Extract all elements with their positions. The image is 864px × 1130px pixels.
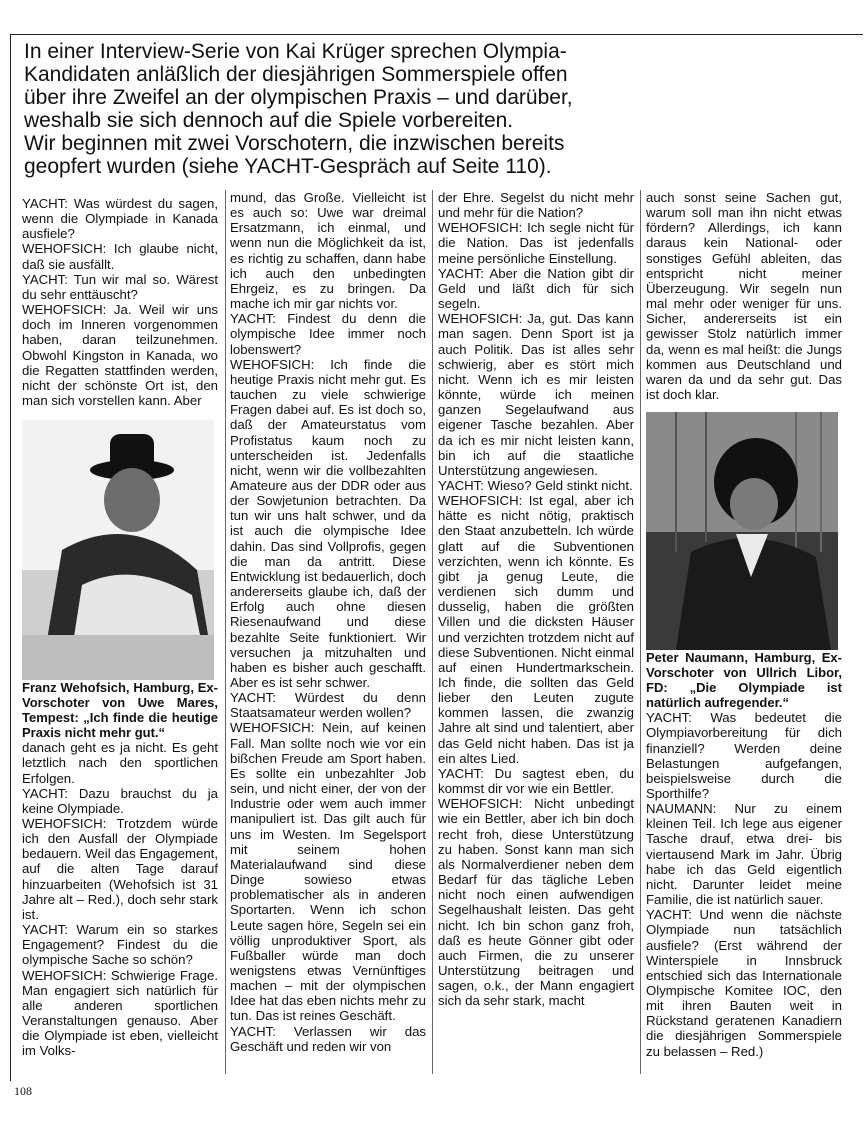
column-4 (646, 190, 842, 1059)
paragraph: NAUMANN: Nur zu einem kleinen Teil. Ich lege aus eigener Tasche drauf, etwa drei- bis viertausend Mark im Jahr. Übrig habe ich das Geld eigentlich nicht. Darunter leidet meine Familie, die ist natürlich sauer. (646, 801, 842, 908)
paragraph: WEHOFSICH: Ja, gut. Das kann man sagen. Denn Sport ist ja auch Politik. Das ist alles sehr schwierig, aber es stört mich nicht. Wenn ich es mir leisten könnte, würde ich meinen ganzen Segelaufwand aus eigener Tasche bezahlen. Aber da ich es mir nicht leisten kann, bin ich auf die staatliche Unterstützung angewiesen. (438, 311, 634, 478)
paragraph: WEHOFSICH: Trotzdem würde ich den Ausfall der Olympiade bedauern. Weil das Engagement, auf die alten Tage darauf hinzuarbeiten (Wehofsich ist 31 Jahre alt – Red.), doch sehr stark ist. (22, 815, 218, 922)
column-divider (432, 190, 433, 1074)
paragraph: mund, das Große. Vielleicht ist es auch so: Uwe war dreimal Ersatzmann, ich einmal, und wenn nun die Möglichkeit da ist, es richtig zu schaffen, dann habe ich auch den unbedingten Ehrgeiz, es zu bringen. Da mache ich mir gar nichts vor. (230, 190, 426, 312)
intro-line: Kandidaten anläßlich der diesjährigen Sommerspiele offen (24, 63, 568, 86)
column-3 (438, 190, 634, 1008)
page-number: 108 (14, 1084, 32, 1098)
paragraph: YACHT: Was würdest du sagen, wenn die Olympiade in Kanada ausfiele? (22, 196, 218, 242)
paragraph: WEHOFSICH: Nicht unbedingt wie ein Bettler, aber ich bin doch recht froh, diese Unterstützung zu haben. Sonst kann man sich als Normalverdiener neben dem Bedarf für das tägliche Leben nicht noch einen aufwendigen Segelhaushalt leisten. Das geht nicht. Ich bin schon ganz froh, daß es heute Gönner gibt oder auch Firmen, die zu unserer Unterstützung beitragen und sagen, o.k., der Mann engagiert sich da sehr stark, macht (438, 796, 634, 1009)
intro-line: geopfert wurden (siehe YACHT-Gespräch auf Seite 110). (24, 155, 552, 178)
paragraph: YACHT: Du sagtest eben, du kommst dir vor wie ein Bettler. (438, 765, 634, 797)
column-2 (230, 190, 426, 1054)
paragraph: YACHT: Wieso? Geld stinkt nicht. (438, 477, 633, 493)
paragraph: YACHT: Tun wir mal so. Wärest du sehr enttäuscht? (22, 271, 218, 302)
paragraph: WEHOFSICH: Ja. Weil wir uns doch im Inneren vorgenommen haben, daran teilzunehmen. Obwohl Kingston in Kanada, wo die Regatten stattfinden werden, nicht der schönste Ort ist, den man sich vorstellen kann. Aber (22, 302, 218, 409)
paragraph: YACHT: Verlassen wir das Geschäft und reden wir von (230, 1023, 426, 1054)
intro-line: über ihre Zweifel an der olympischen Praxis – und darüber, (24, 86, 573, 109)
photo-caption-wehofsich: Franz Wehofsich, Hamburg, Ex-Vorschoter von Uwe Mares, Tempest: „Ich finde die heutige Praxis nicht mehr gut.“ (22, 680, 218, 741)
paragraph: der Ehre. Segelst du nicht mehr und mehr für die Nation? (438, 190, 634, 221)
intro-line: Wir beginnen mit zwei Vorschotern, die inzwischen bereits (24, 132, 565, 155)
photo-caption-naumann: Peter Naumann, Hamburg, Ex-Vorschoter von Ullrich Libor, FD: „Die Olympiade ist natürlich aufregender.“ (646, 650, 842, 711)
paragraph: auch sonst seine Sachen gut, warum soll man ihn nicht etwas fördern? Allerdings, ich kann daraus kein National- oder sonstiges Gefühl ableiten, das entspricht nicht meiner Überzeugung. Wir segeln nun mal mehr oder weniger für uns. Sicher, andererseits ist ein gewisser Stolz natürlich immer da, wenn es mal heißt: die Jungs kommen aus Deutschland und waren da und da sehr gut. Das ist doch klar. (646, 190, 842, 403)
column-divider (640, 190, 641, 1074)
photo-naumann (646, 412, 838, 650)
paragraph: WEHOFSICH: Ich segle nicht für die Nation. Das ist jedenfalls meine persönliche Einstellung. (438, 220, 634, 266)
paragraph: YACHT: Würdest du denn Staatsamateur werden wollen? (230, 690, 426, 721)
paragraph: YACHT: Und wenn die nächste Olympiade nun tatsächlich ausfiele? (Erst während der Winterspiele in Innsbruck entschied sich das Internationale Olympische Komitee IOC, den mit ihren Bauten weit in Rückstand geratenen Kanadiern die diesjährigen Sommerspiele zu belassen – Red.) (646, 907, 842, 1059)
intro-line: In einer Interview-Serie von Kai Krüger sprechen Olympia- (24, 40, 567, 63)
paragraph: YACHT: Findest du denn die olympische Idee immer noch lobenswert? (230, 311, 426, 357)
paragraph: WEHOFSICH: Ich finde die heutige Praxis nicht mehr gut. Es tauchen zu viele schwierige Fragen dabei auf. Es ist doch so, daß der Amateurstatus vom Profistatus kaum noch zu unterscheiden ist. Jedenfalls nicht, wenn wir die vollbezahlten Amateure aus der DDR oder aus der Sowjetunion betrachten. Da tun wir uns halt schwer, und da ist auch die olympische Idee dahin. Das sind Vollprofis, gegen die man da antritt. Diese Entwicklung ist bedauerlich, doch andererseits glaube ich, daß der Erfolg auch ohne diesen Riesenaufwand und diese bezahlte Seite funktioniert. Wir versuchen ja mitzuhalten und haben es bisher auch geschafft. Aber es ist sehr schwer. (230, 356, 426, 690)
column-divider (225, 190, 226, 1074)
paragraph: WEHOFSICH: Nein, auf keinen Fall. Man sollte noch wie vor ein bißchen Freude am Sport haben. Es sollte ein unbezahlter Job sein, und nicht einer, der von der Industrie oder wem auch immer manipuliert ist. Das gilt auch für uns im Westen. Im Segelsport mit seinem hohen Materialaufwand sind diese Dinge sowieso etwas problematischer als in anderen Sportarten. Wenn ich schon Leute sagen höre, Segeln sei ein völlig unproduktiver Sport, als Fußballer würde man doch wenigstens etwas Vernünftiges machen – mit der olympischen Idee hat das eben nichts mehr zu tun. Das ist reines Geschäft. (230, 720, 426, 1024)
paragraph: WEHOFSICH: Ist egal, aber ich hätte es nicht nötig, praktisch den Staat anzubetteln. Ich würde glatt auf die Subventionen verzichten, wenn ich könnte. Es gibt ja genug Leute, die verdienen sich dumm und dusselig, haben die größten Villen und die dicksten Häuser und verzichten trotzdem nicht auf diese Subventionen. Nicht einmal auf einen Hundertmarkschein. Ich finde, die sollten das Geld lieber den Leuten zugute kommen lassen, die zwanzig Jahre alt sind und talentiert, aber das Geld nicht haben. Das ist ja ein altes Lied. (438, 493, 634, 766)
intro-line: weshalb sie sich dennoch auf die Spiele vorbereiten. (24, 109, 514, 132)
paragraph: YACHT: Was bedeutet die Olympiavorbereitung für dich finanziell? Werden deine Belastungen aufgefangen, beispielsweise durch die Sporthilfe? (646, 710, 842, 801)
intro-text (24, 40, 624, 178)
paragraph: YACHT: Aber die Nation gibt dir Geld und läßt dich für sich segeln. (438, 265, 634, 312)
paragraph: YACHT: Warum ein so starkes Engagement? Findest du die olympische Sache so schön? (22, 922, 218, 968)
photo-wehofsich (22, 420, 214, 680)
paragraph: WEHOFSICH: Ich glaube nicht, daß sie ausfällt. (22, 241, 218, 272)
paragraph: WEHOFSICH: Schwierige Frage. Man engagiert sich natürlich für alle anderen sportlichen Veranstaltungen genauso. Aber die Olympiade ist eben, vielleicht im Volks- (22, 967, 218, 1059)
paragraph: YACHT: Dazu brauchst du ja keine Olympiade. (22, 785, 218, 816)
column-1 (22, 196, 218, 1058)
paragraph: danach geht es ja nicht. Es geht letztlich nach den sportlichen Erfolgen. (22, 740, 218, 786)
